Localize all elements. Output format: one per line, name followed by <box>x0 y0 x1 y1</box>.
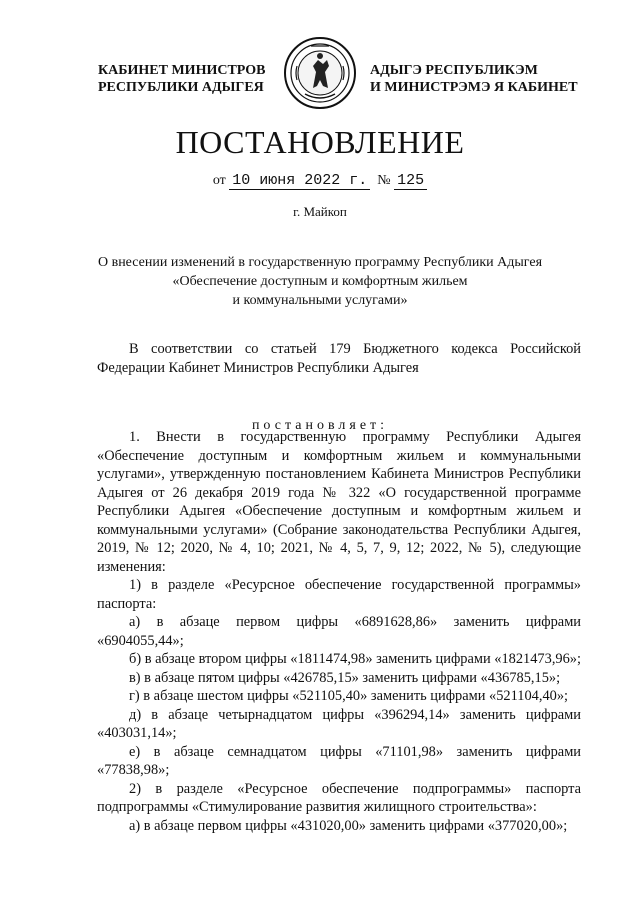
main-body <box>97 428 581 835</box>
subitem-2a: а) в абзаце первом цифры «431020,00» заменить цифрами «377020,00»; <box>129 817 568 834</box>
subitem-1a: а) в абзаце первом цифры «6891628,86» заменить цифрами «6904055,44»; <box>97 614 581 649</box>
subject-line: О внесении изменений в государственную программу Республики Адыгея <box>97 255 543 270</box>
org-name-adyghe <box>370 62 585 96</box>
org-name-line: АДЫГЭ РЕСПУБЛИКЭМ <box>370 63 538 78</box>
date-prefix: от <box>212 173 226 188</box>
subitem-1v: в) в абзаце пятом цифры «426785,15» заменить цифрами «436785,15»; <box>129 669 561 686</box>
org-name-line: КАБИНЕТ МИНИСТРОВ <box>98 63 266 78</box>
document-date: 10 июня 2022 г. <box>229 172 370 190</box>
subitem-1b: б) в абзаце втором цифры «1811474,98» заменить цифрами «1821473,96»; <box>129 651 581 667</box>
subject-line: «Обеспечение доступным и комфортным жильем <box>172 274 468 289</box>
coat-of-arms-emblem <box>283 36 357 110</box>
subitem-1g: г) в абзаце шестом цифры «521105,40» заменить цифрами «521104,40»; <box>129 688 569 704</box>
org-name-russian <box>98 62 268 96</box>
document-number: 125 <box>394 172 427 190</box>
subitem-1e: е) в абзаце семнадцатом цифры «71101,98» заменить цифрами «77838,98»; <box>97 743 581 778</box>
intro-block <box>97 340 581 377</box>
paragraph-1: 1. Внести в государственную программу Республики Адыгея «Обеспечение доступным и комфортным жильем и коммунальными услугами», утвержденную постановлением Кабинета Министров Республики Адыгея от 26 декабря 2019 года № 322 «О государственной программе Республики Адыгея «Обеспечение доступным и комфортным жильем и коммунальными услугами» (Собрание законодательства Республики Адыгея, 2019, № 12; 2020, № 4, 10; 2021, № 4, 5, 7, 9, 12; 2022, № 5), следующие изменения: <box>97 429 581 575</box>
decree-word: постановляет: <box>251 418 389 433</box>
org-name-line: РЕСПУБЛИКИ АДЫГЕЯ <box>98 80 264 95</box>
date-number-line <box>0 172 640 189</box>
document-subject <box>80 253 560 310</box>
subitem-1: 1) в разделе «Ресурсное обеспечение государственной программы» паспорта: <box>97 577 581 612</box>
subitem-1d: д) в абзаце четырнадцатом цифры «396294,14» заменить цифрами «403031,14»; <box>97 706 581 741</box>
number-sign: № <box>377 173 391 188</box>
document-title: ПОСТАНОВЛЕНИЕ <box>175 124 465 160</box>
intro-paragraph: В соответствии со статьей 179 Бюджетного кодекса Российской Федерации Кабинет Министров Республики Адыгея <box>97 341 581 376</box>
subitem-2: 2) в разделе «Ресурсное обеспечение подпрограммы» паспорта подпрограммы «Стимулирование развития жилищного строительства»: <box>97 780 581 815</box>
subject-line: и коммунальными услугами» <box>232 293 408 308</box>
city-name: г. Майкоп <box>293 204 347 219</box>
org-name-line: И МИНИСТРЭМЭ Я КАБИНЕТ <box>370 80 578 95</box>
